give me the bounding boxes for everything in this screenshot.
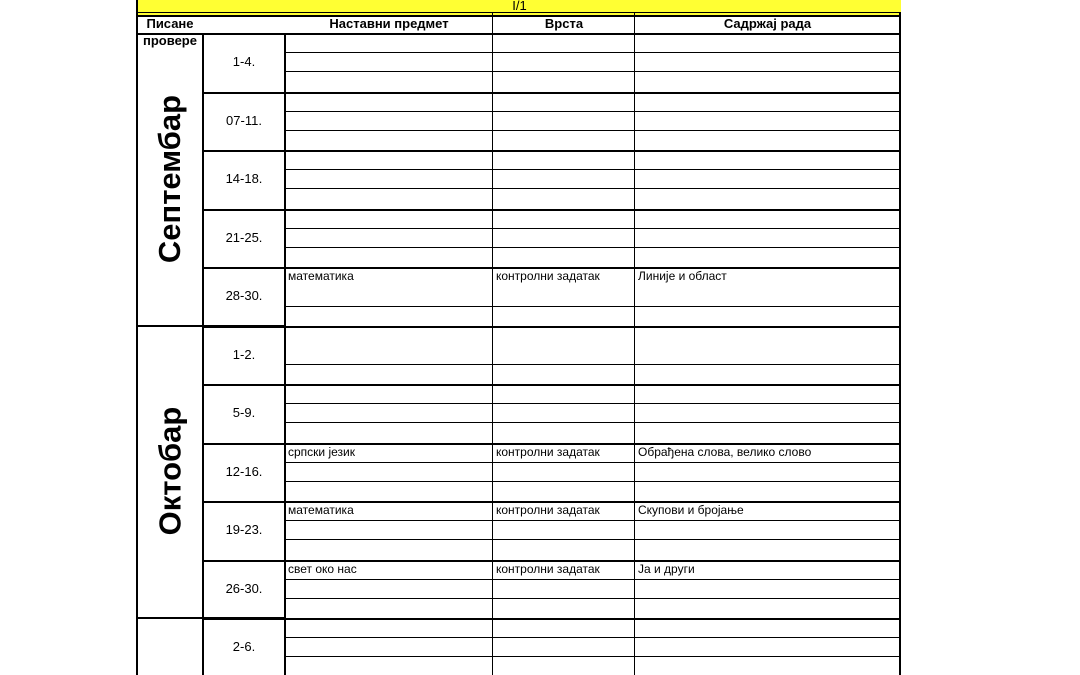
header-subject: Наставни предмет — [329, 16, 449, 31]
week-label: 1-4. — [232, 54, 256, 69]
grid-line — [284, 111, 901, 112]
grid-line — [284, 364, 901, 365]
grid-line — [284, 637, 901, 638]
grid-line — [202, 209, 901, 211]
grid-line — [284, 169, 901, 170]
week-type-cell: контролни задатак — [496, 269, 600, 283]
grid-line — [284, 188, 901, 189]
week-label: 21-25. — [225, 229, 263, 245]
class-title: I/1 — [136, 0, 901, 17]
week-label: 19-23. — [225, 522, 263, 537]
week-type-cell: контролни задатак — [496, 561, 600, 576]
week-subject-cell: математика — [288, 269, 354, 283]
grid-line — [202, 326, 901, 328]
week-type-cell: контролни задатак — [496, 503, 600, 517]
grid-line — [202, 384, 901, 386]
grid-line — [284, 228, 901, 229]
week-subject-cell: српски језик — [288, 444, 355, 459]
grid-line — [284, 306, 901, 307]
grid-line — [136, 33, 901, 35]
month-november — [138, 618, 202, 675]
week-content-cell: Ја и други — [638, 561, 695, 576]
week-subject-cell: свет око нас — [288, 561, 357, 576]
week-label: 1-2. — [232, 346, 256, 362]
grid-line — [202, 618, 901, 620]
header-checks: Писане провере — [143, 16, 197, 48]
grid-line — [284, 598, 901, 599]
grid-line — [284, 656, 901, 657]
grid-line — [284, 403, 901, 404]
week-type-cell: контролни задатак — [496, 444, 600, 459]
week-label: 26-30. — [225, 580, 263, 596]
grid-line — [284, 539, 901, 540]
week-label: 07-11. — [226, 112, 262, 128]
month-label: Октобар — [152, 406, 188, 536]
schedule-sheet — [136, 0, 901, 675]
grid-line — [284, 422, 901, 423]
week-content-cell: Обрађена слова, велико слово — [638, 444, 812, 459]
week-label: 14-18. — [225, 171, 263, 186]
grid-line — [202, 150, 901, 152]
week-label: 28-30. — [225, 288, 263, 303]
grid-line — [202, 92, 901, 94]
week-content-cell: Линије и област — [638, 269, 727, 283]
week-label: 2-6. — [232, 639, 256, 654]
grid-line — [284, 247, 901, 248]
month-september — [138, 34, 202, 324]
month-label: Септембар — [152, 94, 187, 264]
week-content-cell: Скупови и бројање — [638, 503, 744, 517]
grid-line — [284, 579, 901, 580]
week-subject-cell: математика — [288, 503, 354, 517]
week-label: 5-9. — [232, 405, 256, 420]
grid-line — [284, 52, 901, 53]
grid-line — [284, 130, 901, 131]
week-label: 12-16. — [225, 463, 263, 479]
header-type: Врста — [544, 16, 584, 31]
header-content: Садржај рада — [723, 16, 812, 31]
grid-line — [284, 520, 901, 521]
grid-line — [284, 462, 901, 463]
grid-line — [284, 71, 901, 72]
grid-line — [284, 481, 901, 482]
grid-line — [136, 12, 901, 13]
month-october — [138, 326, 202, 616]
